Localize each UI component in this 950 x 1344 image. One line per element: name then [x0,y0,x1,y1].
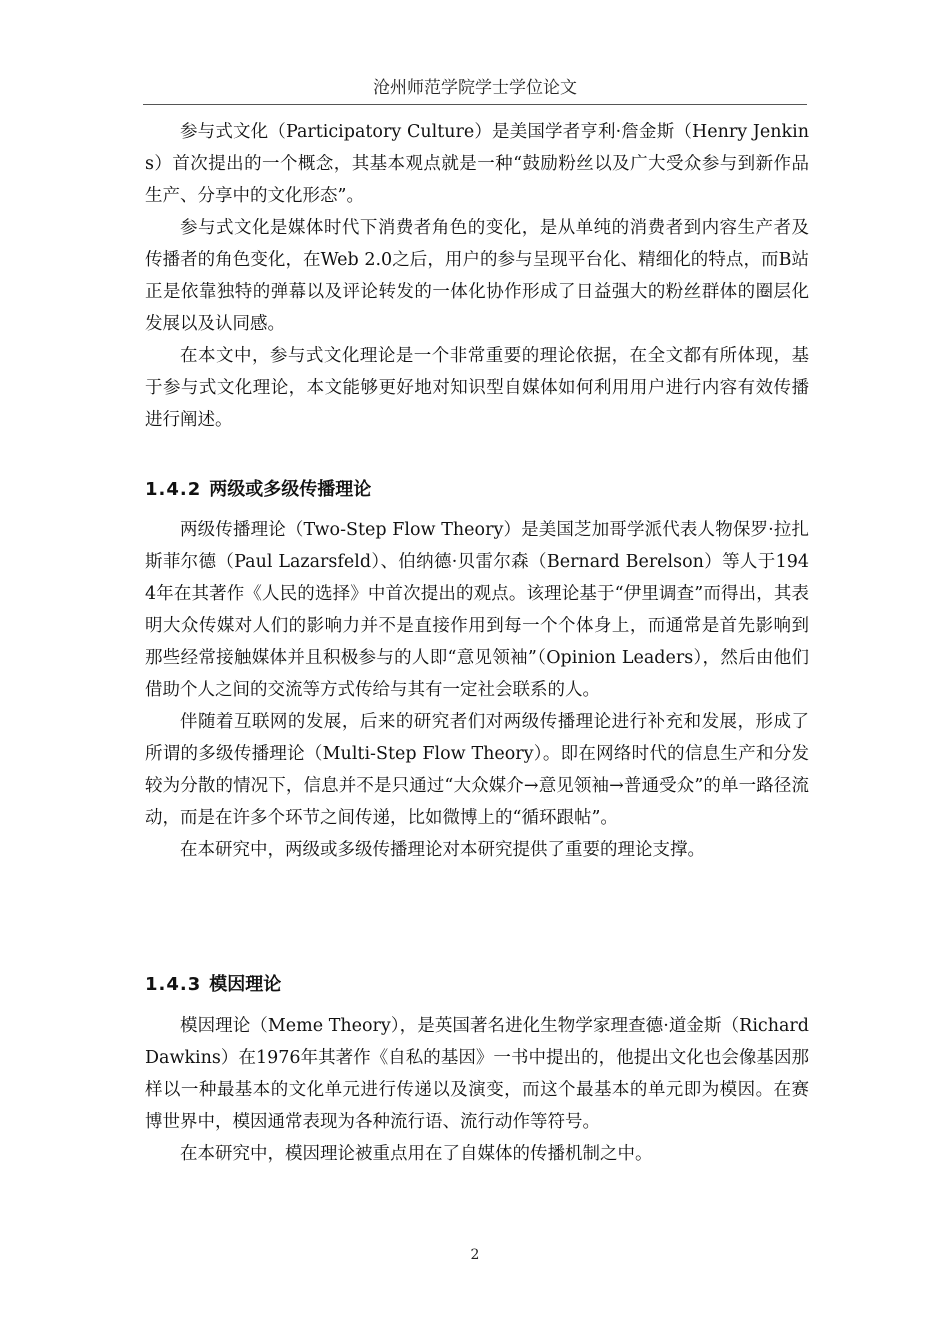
section-142-heading [145,475,809,505]
section-141-body [145,116,809,436]
body-paragraph: 模因理论（Meme Theory），是英国著名进化生物学家理查德·道金斯（Richard Dawkins）在1976年其著作《自私的基因》一书中提出的，他提出文化也会像基因那样以一种最基本的文化单元进行传递以及演变，而这个最基本的单元即为模因。在赛博世界中，模因通常表现为各种流行语、流行动作等符号。 [145,1016,809,1132]
section-143-body [145,1010,809,1170]
section-title: 两级或多级传播理论 [209,479,372,500]
body-paragraph: 在本研究中，模因理论被重点用在了自媒体的传播机制之中。 [180,1144,653,1164]
section-title: 模因理论 [209,974,282,995]
page-number: 2 [470,1247,480,1263]
body-paragraph: 在本研究中，两级或多级传播理论对本研究提供了重要的理论支撑。 [180,840,705,860]
section-heading [145,970,809,1000]
body-paragraph: 伴随着互联网的发展，后来的研究者们对两级传播理论进行补充和发展，形成了所谓的多级传播理论（Multi-Step Flow Theory）。即在网络时代的信息生产和分发较为分散的情况下，信息并不是只通过“大众媒介→意见领袖→普通受众”的单一路径流动，而是在许多个环节之间传递，比如微博上的“循环跟帖”。 [145,712,809,828]
header-divider [143,104,807,105]
section-number: 1.4.2 [145,479,202,500]
body-paragraph: 参与式文化是媒体时代下消费者角色的变化，是从单纯的消费者到内容生产者及传播者的角色变化，在Web 2.0之后，用户的参与呈现平台化、精细化的特点，而B站正是依靠独特的弹幕以及评论转发的一体化协作形成了日益强大的粉丝群体的圈层化发展以及认同感。 [145,218,809,334]
body-paragraph: 参与式文化（Participatory Culture）是美国学者亨利·詹金斯（Henry Jenkins）首次提出的一个概念，其基本观点就是一种“鼓励粉丝以及广大受众参与到新作品生产、分享中的文化形态”。 [145,122,809,206]
section-heading [145,475,809,505]
section-number: 1.4.3 [145,974,202,995]
section-143-heading [145,970,809,1000]
body-paragraph: 两级传播理论（Two-Step Flow Theory）是美国芝加哥学派代表人物保罗·拉扎斯菲尔德（Paul Lazarsfeld）、伯纳德·贝雷尔森（Bernard Berelson）等人于1944年在其著作《人民的选择》中首次提出的观点。该理论基于“伊里调查”而得出，其表明大众传媒对人们的影响力并不是直接作用到每一个个体身上，而通常是首先影响到那些经常接触媒体并且积极参与的人即“意见领袖”（Opinion Leaders），然后由他们借助个人之间的交流等方式传给与其有一定社会联系的人。 [145,520,809,700]
body-paragraph: 在本文中，参与式文化理论是一个非常重要的理论依据，在全文都有所体现，基于参与式文化理论，本文能够更好地对知识型自媒体如何利用用户进行内容有效传播进行阐述。 [145,346,809,430]
page-header: 沧州师范学院学士学位论文 [373,78,577,98]
section-142-body [145,514,809,866]
